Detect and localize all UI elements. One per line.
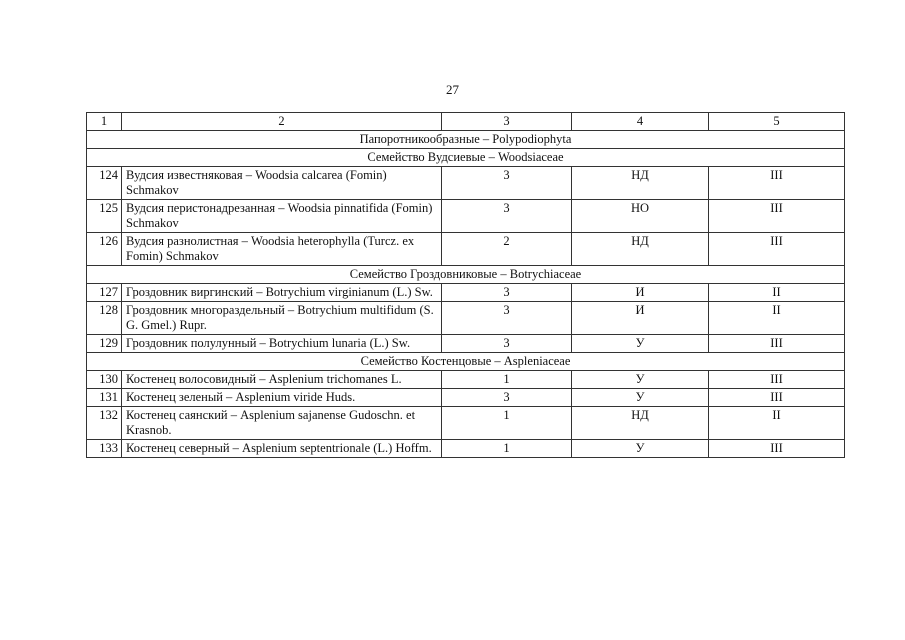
col4-value: НО [572, 200, 709, 233]
column-header: 5 [709, 113, 845, 131]
col4-value: НД [572, 407, 709, 440]
col5-value: III [709, 440, 845, 458]
column-header: 1 [87, 113, 122, 131]
row-number: 133 [87, 440, 122, 458]
table-row [87, 302, 845, 335]
family-header-row [87, 353, 845, 371]
species-table [86, 112, 845, 458]
col5-value: II [709, 407, 845, 440]
col3-value: 1 [442, 440, 572, 458]
col3-value: 3 [442, 335, 572, 353]
col4-value: НД [572, 233, 709, 266]
col4-value: У [572, 371, 709, 389]
family-title: Семейство Костенцовые – Aspleniaceae [87, 353, 845, 371]
table-row [87, 440, 845, 458]
row-number: 125 [87, 200, 122, 233]
family-header-row [87, 149, 845, 167]
table-row [87, 389, 845, 407]
table-row [87, 284, 845, 302]
division-row [87, 131, 845, 149]
table-row [87, 371, 845, 389]
species-name: Вудсия перистонадрезанная – Woodsia pinnatifida (Fomin) Schmakov [122, 200, 442, 233]
row-number: 128 [87, 302, 122, 335]
col4-value: У [572, 335, 709, 353]
column-header: 4 [572, 113, 709, 131]
family-title: Семейство Гроздовниковые – Botrychiaceae [87, 266, 845, 284]
col5-value: III [709, 335, 845, 353]
col5-value: III [709, 371, 845, 389]
col5-value: II [709, 284, 845, 302]
table-row [87, 167, 845, 200]
col3-value: 1 [442, 407, 572, 440]
row-number: 124 [87, 167, 122, 200]
species-name: Гроздовник многораздельный – Botrychium multifidum (S. G. Gmel.) Rupr. [122, 302, 442, 335]
table-row [87, 407, 845, 440]
column-header: 3 [442, 113, 572, 131]
table-row [87, 233, 845, 266]
table-header-row [87, 113, 845, 131]
page-number: 27 [446, 82, 459, 97]
col3-value: 3 [442, 200, 572, 233]
row-number: 127 [87, 284, 122, 302]
species-name: Костенец северный – Asplenium septentrionale (L.) Hoffm. [122, 440, 442, 458]
family-header-row [87, 266, 845, 284]
col3-value: 3 [442, 167, 572, 200]
table-row [87, 200, 845, 233]
species-name: Костенец волосовидный – Asplenium trichomanes L. [122, 371, 442, 389]
species-name: Гроздовник виргинский – Botrychium virginianum (L.) Sw. [122, 284, 442, 302]
row-number: 131 [87, 389, 122, 407]
col5-value: III [709, 200, 845, 233]
col5-value: II [709, 302, 845, 335]
species-name: Вудсия разнолистная – Woodsia heterophylla (Turcz. ex Fomin) Schmakov [122, 233, 442, 266]
col4-value: У [572, 389, 709, 407]
col3-value: 3 [442, 284, 572, 302]
row-number: 126 [87, 233, 122, 266]
species-name: Вудсия известняковая – Woodsia calcarea (Fomin) Schmakov [122, 167, 442, 200]
column-header: 2 [122, 113, 442, 131]
species-name: Гроздовник полулунный – Botrychium lunaria (L.) Sw. [122, 335, 442, 353]
division-header: Папоротникообразные – Polypodiophyta [87, 131, 845, 149]
col3-value: 2 [442, 233, 572, 266]
col4-value: И [572, 302, 709, 335]
col5-value: III [709, 233, 845, 266]
col4-value: НД [572, 167, 709, 200]
row-number: 132 [87, 407, 122, 440]
species-name: Костенец саянский – Asplenium sajanense Gudoschn. et Krasnob. [122, 407, 442, 440]
family-title: Семейство Вудсиевые – Woodsiaceae [87, 149, 845, 167]
table-row [87, 335, 845, 353]
col5-value: III [709, 389, 845, 407]
col3-value: 3 [442, 389, 572, 407]
species-name: Костенец зеленый – Asplenium viride Huds. [122, 389, 442, 407]
col4-value: У [572, 440, 709, 458]
col5-value: III [709, 167, 845, 200]
row-number: 130 [87, 371, 122, 389]
col3-value: 3 [442, 302, 572, 335]
col3-value: 1 [442, 371, 572, 389]
row-number: 129 [87, 335, 122, 353]
col4-value: И [572, 284, 709, 302]
